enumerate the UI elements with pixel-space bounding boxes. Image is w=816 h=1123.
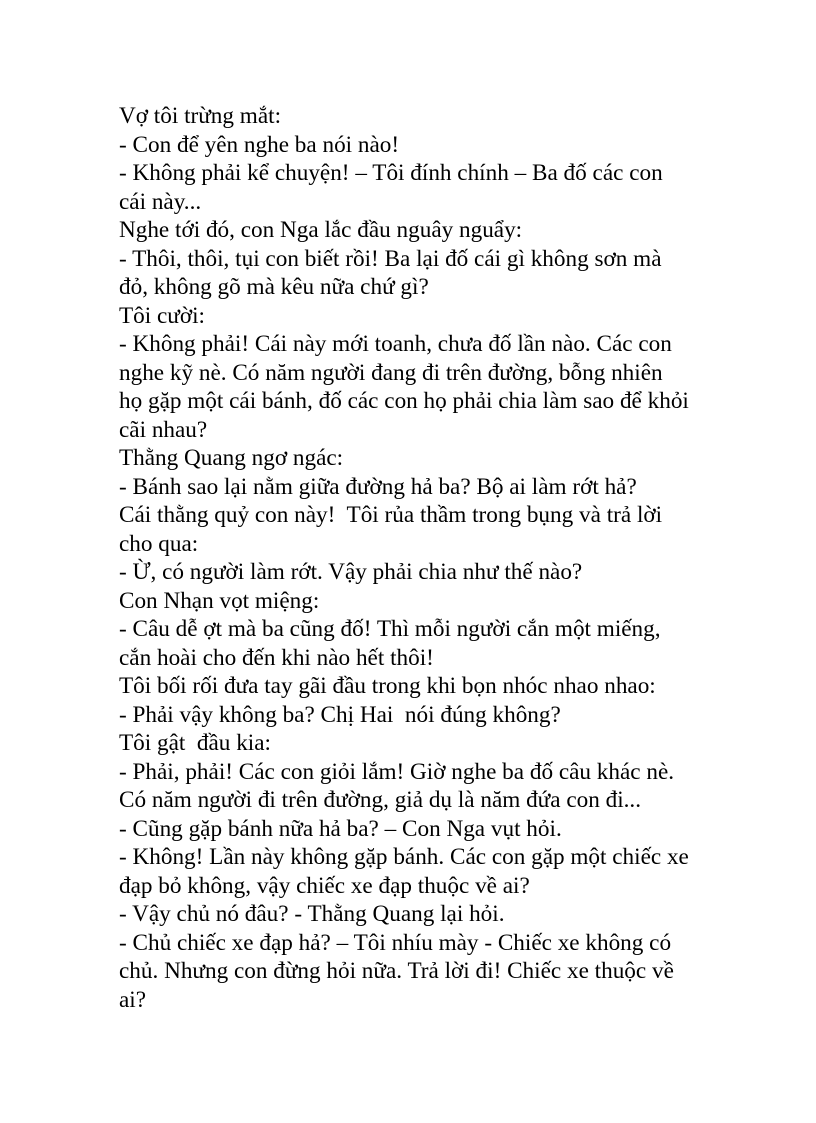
- text-line: - Chủ chiếc xe đạp hả? – Tôi nhíu mày - Chiếc xe không có: [119, 929, 672, 956]
- text-line: - Con để yên nghe ba nói nào!: [119, 131, 400, 158]
- text-line: cãi nhau?: [119, 416, 208, 443]
- text-line: đỏ, không gõ mà kêu nữa chứ gì?: [119, 274, 429, 300]
- text-line: Tôi gật đầu kia:: [119, 730, 271, 756]
- text-line: ai?: [119, 986, 147, 1013]
- document-body: [119, 102, 719, 1014]
- text-line: - Phải vậy không ba? Chị Hai nói đúng không?: [119, 701, 561, 728]
- text-line: - Phải, phải! Các con giỏi lắm! Giờ nghe ba đố câu khác nè.: [119, 758, 675, 785]
- text-line: Thằng Quang ngơ ngác:: [119, 445, 344, 471]
- text-line: chủ. Nhưng con đừng hỏi nữa. Trả lời đi! Chiếc xe thuộc về: [119, 958, 674, 984]
- text-line: họ gặp một cái bánh, đố các con họ phải chia làm sao để khỏi: [119, 388, 689, 414]
- text-line: Tôi bối rối đưa tay gãi đầu trong khi bọn nhóc nhao nhao:: [119, 673, 656, 699]
- text-line: Có năm người đi trên đường, giả dụ là năm đứa con đi...: [119, 787, 642, 813]
- text-line: - Câu dễ ợt mà ba cũng đố! Thì mỗi người cắn một miếng,: [119, 616, 661, 642]
- text-line: - Bánh sao lại nằm giữa đường hả ba? Bộ ai làm rớt hả?: [119, 473, 637, 500]
- text-line: Tôi cười:: [119, 302, 206, 329]
- text-line: - Vậy chủ nó đâu? - Thằng Quang lại hỏi.: [119, 901, 505, 927]
- text-line: - Ừ, có người làm rớt. Vậy phải chia như thế nào?: [119, 559, 583, 585]
- text-line: cắn hoài cho đến khi nào hết thôi!: [119, 644, 434, 671]
- text-line: cái này...: [119, 188, 202, 215]
- text-line: - Cũng gặp bánh nữa hả ba? – Con Nga vụt hỏi.: [119, 815, 562, 842]
- text-line: Nghe tới đó, con Nga lắc đầu nguây nguẩy:: [119, 217, 523, 243]
- text-line: đạp bỏ không, vậy chiếc xe đạp thuộc về ai?: [119, 872, 530, 899]
- text-line: cho qua:: [119, 530, 199, 557]
- text-line: - Không phải kể chuyện! – Tôi đính chính – Ba đố các con: [119, 160, 663, 186]
- text-line: - Thôi, thôi, tụi con biết rồi! Ba lại đố cái gì không sơn mà: [119, 245, 662, 272]
- text-line: Cái thằng quỷ con này! Tôi rủa thầm trong bụng và trả lời: [119, 502, 663, 528]
- text-line: - Không phải! Cái này mới toanh, chưa đố lần nào. Các con: [119, 331, 672, 357]
- text-line: - Không! Lần này không gặp bánh. Các con gặp một chiếc xe: [119, 844, 689, 870]
- text-line: Con Nhạn vọt miệng:: [119, 587, 320, 614]
- text-line: Vợ tôi trừng mắt:: [119, 103, 282, 129]
- text-line: nghe kỹ nè. Có năm người đang đi trên đường, bỗng nhiên: [119, 359, 663, 386]
